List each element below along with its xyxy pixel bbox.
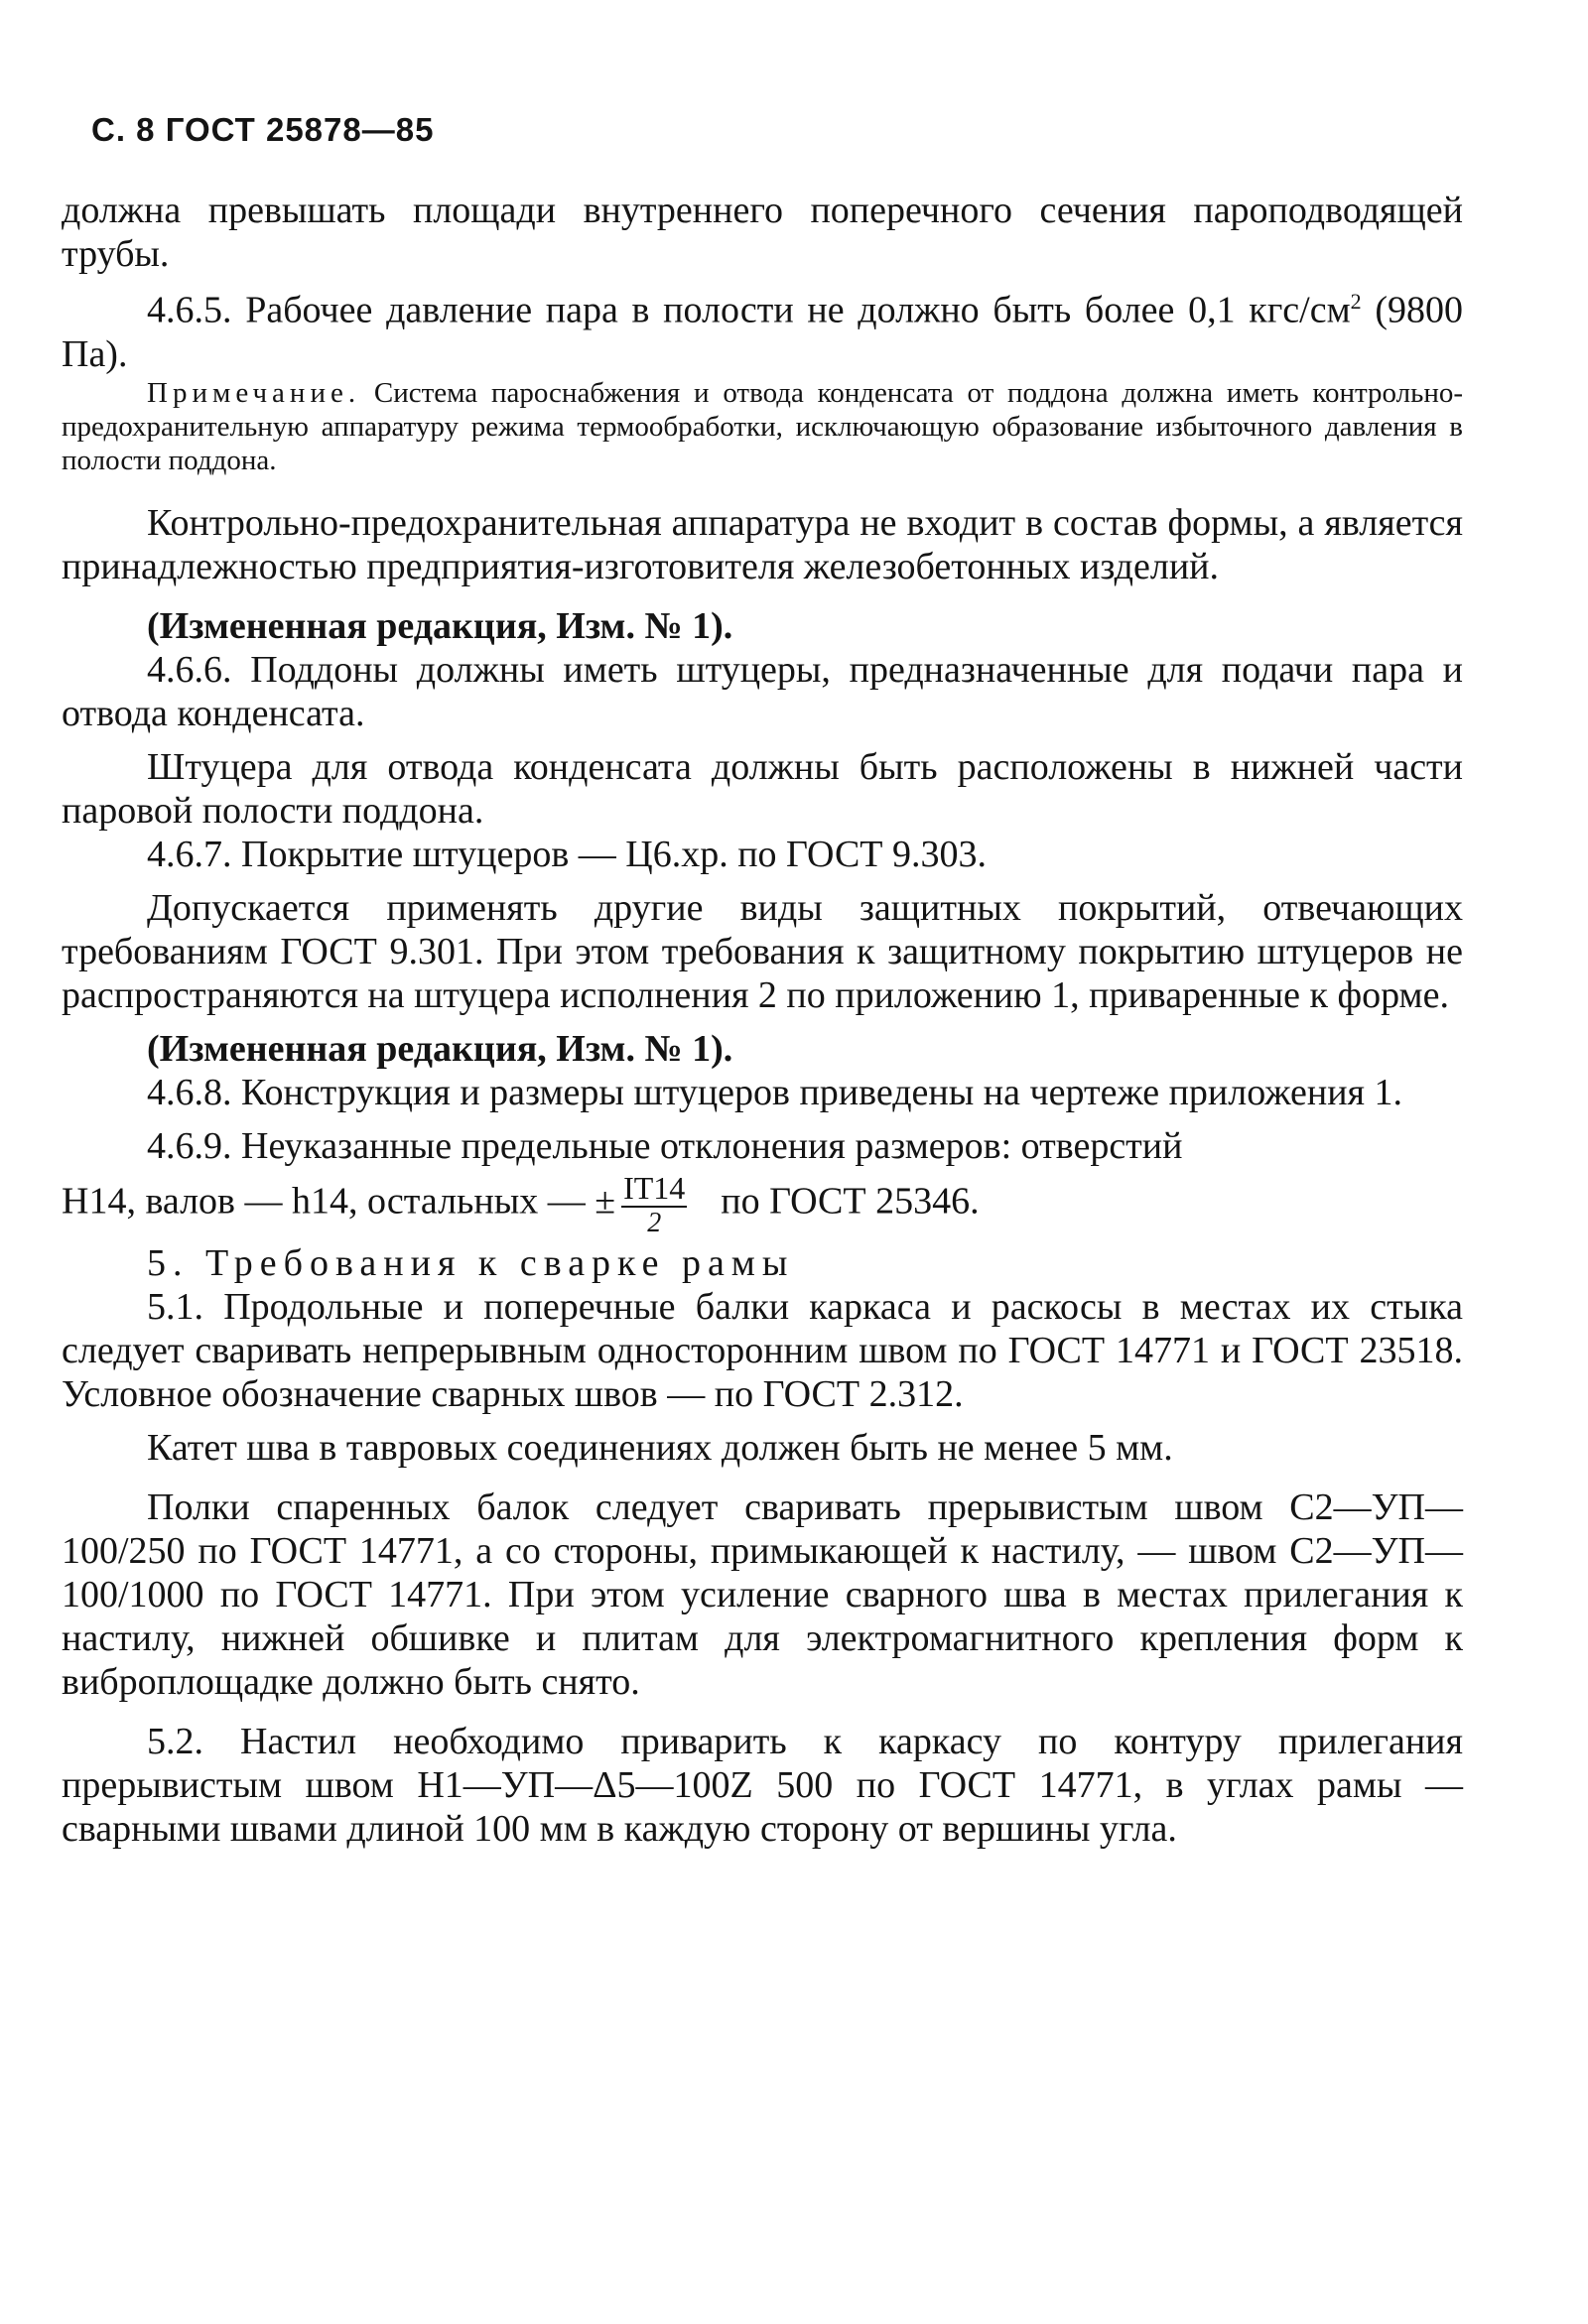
page-header: С. 8 ГОСТ 25878—85: [91, 111, 435, 148]
formula-prefix: Н14, валов — h14, остальных — ±: [62, 1180, 616, 1223]
paragraph-continuation: должна превышать площади внутреннего поперечного сечения пароподводящей трубы.: [62, 190, 1463, 275]
p2-text-a: 4.6.5. Рабочее давление пара в полости не должно быть более 0,1 кгс/см: [147, 289, 1351, 331]
edit-note-2: (Измененная редакция, Изм. № 1).: [147, 1027, 733, 1070]
paragraph-4-6-8: 4.6.8. Конструкция и размеры штуцеров приведены на чертеже приложения 1.: [147, 1071, 1403, 1113]
note-label: Примечание.: [147, 376, 361, 409]
paragraph-4-6-9: 4.6.9. Неуказанные предельные отклонения размеров: отверстий: [147, 1124, 1183, 1167]
paragraph-4-6-6: 4.6.6. Поддоны должны иметь штуцеры, предназначенные для подачи пара и отвода конденсата.: [62, 648, 1463, 734]
document-body: [62, 189, 1463, 1851]
note-block: [62, 376, 1463, 477]
paragraph-weld-leg: Катет шва в тавровых соединениях должен быть не менее 5 мм.: [147, 1426, 1173, 1469]
paragraph-5-2: 5.2. Настил необходимо приварить к каркасу по контуру прилегания прерывистым швом Н1—УП—Δ5—100Z 500 по ГОСТ 14771, в углах рамы — сварными швами длиной 100 мм в каждую сторону от вершины угла.: [62, 1720, 1463, 1850]
section-5-heading: 5. Требования к сварке рамы: [147, 1241, 795, 1284]
fraction-denominator: 2: [647, 1207, 662, 1238]
paragraph-paired-beams: Полки спаренных балок следует сваривать прерывистым швом С2—УП—100/250 по ГОСТ 14771, а со стороны, примыкающей к настилу, — швом С2—УП—100/1000 по ГОСТ 14771. При этом усиление сварного шва в местах прилегания к настилу, нижней обшивке и плитам для электромагнитного крепления форм к виброплощадке должно быть снято.: [62, 1485, 1463, 1703]
edit-note-1: (Измененная редакция, Изм. № 1).: [147, 604, 733, 647]
note-text: Система пароснабжения и отвода конденсата от поддона должна иметь контрольно-предохранительную аппаратуру режима термообработки, исключающую образование избыточного давления в полости поддона.: [62, 376, 1463, 476]
paragraph-5-1: 5.1. Продольные и поперечные балки каркаса и раскосы в местах их стыка следует сваривать непрерывным односторонним швом по ГОСТ 14771 и ГОСТ 23518. Условное обозначение сварных швов — по ГОСТ 2.312.: [62, 1285, 1463, 1415]
tolerance-formula: [62, 1169, 1463, 1238]
paragraph-4-6-5: [62, 280, 1463, 376]
paragraph-control-equipment: Контрольно-предохранительная аппаратура не входит в состав формы, а является принадлежностью предприятия-изготовителя железобетонных изделий.: [62, 501, 1463, 587]
p2-text-b: (9800 Па).: [62, 289, 1463, 375]
fraction-numerator: IT14: [623, 1169, 686, 1206]
p2-superscript: 2: [1350, 289, 1362, 314]
paragraph-4-6-7: 4.6.7. Покрытие штуцеров — Ц6.хр. по ГОСТ 9.303.: [147, 833, 988, 875]
formula-suffix: по ГОСТ 25346.: [721, 1180, 980, 1223]
paragraph-fittings: Штуцера для отвода конденсата должны быть расположены в нижней части паровой полости поддона.: [62, 745, 1463, 832]
paragraph-coatings: Допускается применять другие виды защитных покрытий, отвечающих требованиям ГОСТ 9.301. При этом требования к защитному покрытию штуцеров не распространяются на штуцера исполнения 2 по приложению 1, приваренные к форме.: [62, 886, 1463, 1016]
formula-fraction: [621, 1169, 687, 1238]
